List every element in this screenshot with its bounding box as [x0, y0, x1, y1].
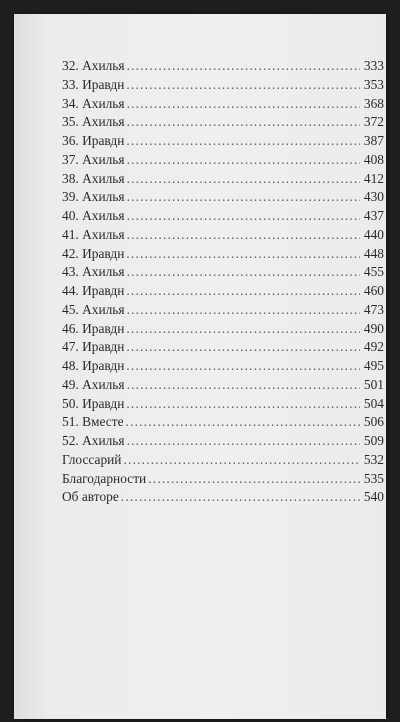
toc-entry: [62, 451, 384, 470]
toc-entry: [62, 76, 384, 95]
toc-entry-title: Об авторе: [62, 489, 119, 505]
dot-leader: [127, 207, 360, 226]
book-page: [14, 14, 386, 719]
toc-entry-page-number: 535: [363, 470, 384, 486]
toc-entry-title: 52. Ахилья: [62, 433, 125, 448]
toc-entry-page-number: 495: [363, 358, 384, 373]
dot-leader: [127, 57, 360, 76]
toc-entry-title: 41. Ахилья: [62, 226, 125, 242]
toc-entry-title: 46. Иравдн: [62, 320, 125, 336]
dot-leader: [127, 95, 360, 114]
toc-entry-title: Благодарности: [62, 470, 147, 486]
toc-entry-page-number: 504: [363, 395, 384, 411]
dot-leader: [126, 132, 360, 151]
toc-entry-title: 47. Иравдн: [62, 339, 125, 355]
toc-entry-title: 35. Ахилья: [62, 114, 125, 130]
toc-entry: [62, 470, 384, 489]
dot-leader: [127, 432, 360, 451]
toc-entry-title: 51. Вместе: [62, 414, 124, 430]
toc-entry: [62, 95, 384, 114]
toc-entry-page-number: 408: [363, 151, 384, 167]
toc-entry-page-number: 430: [363, 189, 384, 205]
toc-entry: [62, 151, 384, 170]
toc-entry: [62, 413, 384, 432]
toc-entry: [62, 488, 384, 507]
toc-entry-title: 42. Иравдн: [62, 245, 125, 261]
toc-entry-title: 40. Ахилья: [62, 208, 125, 223]
toc-entry-title: 39. Ахилья: [62, 189, 125, 205]
toc-entry-title: 32. Ахилья: [62, 58, 125, 73]
toc-entry: [62, 263, 384, 282]
toc-entry: [62, 320, 384, 339]
dot-leader: [123, 451, 360, 470]
toc-entry: [62, 282, 384, 301]
toc-entry: [62, 245, 384, 264]
toc-entry-page-number: 540: [363, 489, 384, 505]
dot-leader: [127, 188, 360, 207]
dot-leader: [127, 376, 360, 395]
toc-entry-page-number: 333: [363, 58, 384, 73]
toc-entry-page-number: 412: [363, 170, 384, 186]
dot-leader: [126, 395, 360, 414]
toc-entry-page-number: 490: [363, 320, 384, 336]
toc-entry: [62, 301, 384, 320]
dot-leader: [126, 245, 360, 264]
toc-entry-title: 44. Иравдн: [62, 283, 125, 298]
dot-leader: [127, 301, 360, 320]
toc-entry: [62, 188, 384, 207]
toc-entry-page-number: 437: [363, 208, 384, 223]
toc-entry-page-number: 506: [363, 414, 384, 430]
toc-entry: [62, 338, 384, 357]
dot-leader: [127, 151, 360, 170]
dot-leader: [121, 488, 360, 507]
toc-entry: [62, 132, 384, 151]
toc-entry-page-number: 353: [363, 76, 384, 92]
dot-leader: [126, 338, 360, 357]
toc-entry-title: 33. Иравдн: [62, 76, 125, 92]
toc-entry-page-number: 387: [363, 133, 384, 148]
toc-entry-title: 34. Ахилья: [62, 95, 125, 111]
toc-entry-title: 38. Ахилья: [62, 170, 125, 186]
table-of-contents: [62, 57, 384, 507]
toc-entry-page-number: 492: [363, 339, 384, 355]
toc-entry-title: 49. Ахилья: [62, 376, 125, 392]
toc-entry: [62, 357, 384, 376]
toc-entry-page-number: 440: [363, 226, 384, 242]
toc-entry-page-number: 368: [363, 95, 384, 111]
toc-entry: [62, 226, 384, 245]
toc-entry-title: 37. Ахилья: [62, 151, 125, 167]
toc-entry-title: Глоссарий: [62, 451, 122, 467]
dot-leader: [126, 320, 360, 339]
dot-leader: [126, 76, 360, 95]
toc-entry-page-number: 473: [363, 301, 384, 317]
toc-entry: [62, 432, 384, 451]
dot-leader: [148, 470, 360, 489]
dot-leader: [126, 357, 360, 376]
toc-entry-page-number: 455: [363, 264, 384, 280]
toc-entry-title: 36. Иравдн: [62, 133, 125, 148]
dot-leader: [127, 170, 360, 189]
toc-entry: [62, 113, 384, 132]
toc-entry: [62, 376, 384, 395]
toc-entry-page-number: 509: [363, 433, 384, 448]
toc-entry-page-number: 501: [363, 376, 384, 392]
toc-entry-title: 48. Иравдн: [62, 358, 125, 373]
toc-entry: [62, 395, 384, 414]
toc-entry-title: 50. Иравдн: [62, 395, 125, 411]
toc-entry: [62, 57, 384, 76]
dot-leader: [127, 263, 360, 282]
toc-entry-page-number: 460: [363, 283, 384, 298]
toc-entry-page-number: 372: [363, 114, 384, 130]
toc-entry: [62, 170, 384, 189]
toc-entry-page-number: 532: [363, 451, 384, 467]
dot-leader: [127, 226, 360, 245]
dot-leader: [127, 113, 360, 132]
dot-leader: [126, 282, 360, 301]
toc-entry-page-number: 448: [363, 245, 384, 261]
toc-entry-title: 43. Ахилья: [62, 264, 125, 280]
toc-entry-title: 45. Ахилья: [62, 301, 125, 317]
dot-leader: [126, 413, 360, 432]
toc-entry: [62, 207, 384, 226]
